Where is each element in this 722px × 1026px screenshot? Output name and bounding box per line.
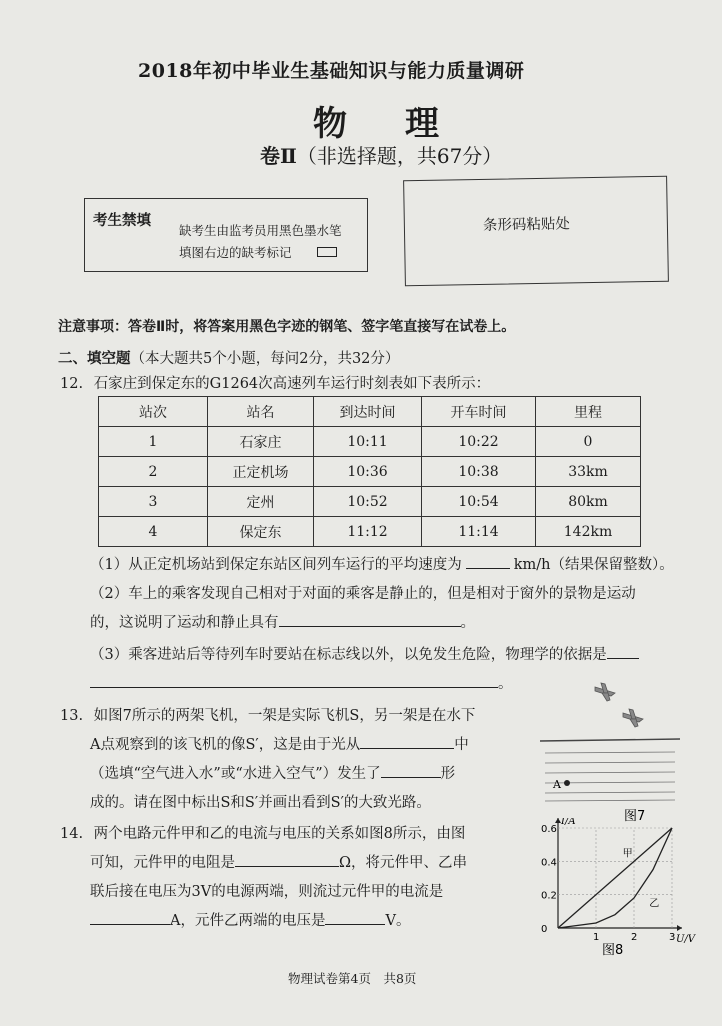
q12-stem-line xyxy=(60,370,490,398)
x-axis-label: U/V xyxy=(676,934,696,945)
section-heading xyxy=(58,347,399,368)
table-cell: 定州 xyxy=(208,487,314,517)
q12-part2-line1: （2）车上的乘客发现自己相对于对面的乘客是静止的，但是相对于窗外的景物是运动 xyxy=(90,586,636,602)
q13-answer-phenomenon[interactable] xyxy=(381,763,441,778)
airplane-image-icon xyxy=(623,709,643,727)
figure-8-chart xyxy=(540,818,700,966)
q14-answer-current[interactable] xyxy=(90,910,170,925)
table-cell: 10:36 xyxy=(314,457,422,487)
table-cell: 1 xyxy=(99,427,208,457)
q14-line4 xyxy=(90,907,410,935)
q13-text3-end: 形 xyxy=(440,766,456,782)
table-cell: 0 xyxy=(536,427,641,457)
q14-number: 14. xyxy=(60,826,84,842)
absent-box-line1: 缺考生由监考员用黑色墨水笔 xyxy=(179,223,342,238)
q13-line2 xyxy=(90,731,469,759)
table-cell: 4 xyxy=(99,517,208,547)
table-cell: 10:22 xyxy=(422,427,536,457)
q14-answer-voltage[interactable] xyxy=(325,910,385,925)
paper-label-bold: 卷Ⅱ xyxy=(260,144,297,168)
table-cell: 33km xyxy=(536,457,641,487)
q12-part3-end: 。 xyxy=(498,676,513,692)
table-cell: 10:52 xyxy=(314,487,422,517)
table-header-cell: 站次 xyxy=(99,397,208,427)
table-row xyxy=(99,517,641,547)
q12-part3-line1 xyxy=(90,641,639,669)
y-axis-label: I/A xyxy=(561,818,576,827)
q14-text1: 两个电路元件甲和乙的电流与电压的关系如图8所示，由图 xyxy=(93,826,466,842)
table-header-cell: 里程 xyxy=(536,397,641,427)
q14-text2-end: Ω，将元件甲、乙串 xyxy=(339,855,468,871)
q12-stem: 石家庄到保定东的G1264次高速列车运行时刻表如下表所示： xyxy=(93,376,491,392)
q14-text4-end: V。 xyxy=(385,913,411,929)
section-title: 二、填空题 xyxy=(58,350,131,367)
series-label-2: 乙 xyxy=(649,898,660,910)
table-cell: 2 xyxy=(99,457,208,487)
table-row xyxy=(99,457,641,487)
table-row xyxy=(99,487,641,517)
q12-part3-line2 xyxy=(90,670,513,698)
q12-part1 xyxy=(90,551,674,579)
table-cell: 保定东 xyxy=(208,517,314,547)
y-tick-label: 0 xyxy=(541,924,548,935)
barcode-box xyxy=(403,176,669,287)
observation-point-a[interactable] xyxy=(564,780,570,786)
y-tick-label: 0.2 xyxy=(541,890,557,902)
y-tick-label: 0.6 xyxy=(541,824,557,835)
table-header-cell: 到达时间 xyxy=(314,397,422,427)
paper-label-rest: （非选择题，共67分） xyxy=(296,144,503,168)
timetable xyxy=(98,396,641,547)
q12-part1-text: （1）从正定机场站到保定东站区间列车运行的平均速度为 xyxy=(90,557,462,573)
q14-text2: 可知，元件甲的电阻是 xyxy=(90,855,235,871)
x-tick-label: 1 xyxy=(593,932,600,943)
x-axis-arrow xyxy=(677,925,682,931)
q12-part2-end: 。 xyxy=(460,615,475,631)
table-cell: 3 xyxy=(99,487,208,517)
y-tick-label: 0.4 xyxy=(541,857,557,869)
q14-line2 xyxy=(90,849,467,877)
table-cell: 10:38 xyxy=(422,457,536,487)
table-header-cell: 开车时间 xyxy=(422,397,536,427)
q12-part2-line2 xyxy=(90,609,475,637)
q14-answer-resistance[interactable] xyxy=(235,852,339,867)
absent-box xyxy=(84,198,368,272)
table-cell: 正定机场 xyxy=(208,457,314,487)
q12-part3-text: （3）乘客进站后等待列车时要站在标志线以外，以免发生危险，物理学的依据是 xyxy=(90,647,607,663)
page-footer: 物理试卷第4页 共8页 xyxy=(288,971,417,986)
table-cell: 11:12 xyxy=(314,517,422,547)
series-line-1 xyxy=(558,828,672,928)
table-cell: 石家庄 xyxy=(208,427,314,457)
table-cell: 80km xyxy=(536,487,641,517)
q12-answer-basis-b[interactable] xyxy=(90,673,498,688)
exam-title: 2018年初中毕业生基础知识与能力质量调研 xyxy=(138,60,525,82)
airplane-icon xyxy=(595,683,615,701)
q13-text1: 如图7所示的两架飞机，一架是实际飞机S，另一架是在水下 xyxy=(93,708,476,724)
chart-series xyxy=(558,828,672,928)
paper-label xyxy=(260,140,502,169)
water-ripples xyxy=(545,752,675,801)
table-cell: 142km xyxy=(536,517,641,547)
q12-answer-speed[interactable] xyxy=(466,554,510,569)
q13-number: 13. xyxy=(60,708,84,724)
figure-7-caption: 图7 xyxy=(624,809,646,824)
q13-line3 xyxy=(90,760,455,788)
water-surface-line xyxy=(540,739,680,741)
x-tick-label: 3 xyxy=(669,932,676,943)
q12-part1-unit: km/h（结果保留整数）。 xyxy=(513,557,674,573)
figure-7[interactable] xyxy=(535,675,685,825)
absent-mark-box[interactable] xyxy=(317,247,337,257)
q13-text3: （选填“空气进入水”或“水进入空气”）发生了 xyxy=(90,766,381,782)
q13-line1 xyxy=(60,702,475,730)
q13-line4: 成的。请在图中标出S和S′并画出看到S′的大致光路。 xyxy=(90,795,431,811)
q14-line3: 联后接在电压为3V的电源两端，则流过元件甲的电流是 xyxy=(90,884,444,900)
q12-answer-relativity[interactable] xyxy=(279,612,461,627)
q12-part2-text: 的，这说明了运动和静止具有 xyxy=(90,615,279,631)
barcode-box-label: 条形码粘贴处 xyxy=(482,216,571,234)
q12-number: 12. xyxy=(60,376,84,392)
section-desc: （本大题共5个小题，每问2分，共32分） xyxy=(130,351,400,367)
q13-text2: A点观察到的该飞机的像S′，这是由于光从 xyxy=(90,737,361,753)
absent-box-label: 考生禁填 xyxy=(93,212,151,229)
timetable-header-row xyxy=(99,397,641,427)
table-cell: 10:11 xyxy=(314,427,422,457)
figure-8-caption: 图8 xyxy=(602,943,624,958)
point-a-label: A xyxy=(553,778,561,791)
q14-line1 xyxy=(60,820,465,848)
table-header-cell: 站名 xyxy=(208,397,314,427)
q13-answer-medium[interactable] xyxy=(360,734,454,749)
table-cell: 10:54 xyxy=(422,487,536,517)
notice-text: 注意事项：答卷Ⅱ时，将答案用黑色字迹的钢笔、签字笔直接写在试卷上。 xyxy=(58,319,516,335)
absent-box-line2: 填图右边的缺考标记 xyxy=(179,245,292,260)
q13-text2-end: 中 xyxy=(454,737,469,753)
series-label-1: 甲 xyxy=(622,848,633,860)
subject-title: 物理 xyxy=(313,104,497,144)
q12-answer-basis-a[interactable] xyxy=(607,644,639,659)
table-row xyxy=(99,427,641,457)
q14-text4: A，元件乙两端的电压是 xyxy=(170,913,326,929)
table-cell: 11:14 xyxy=(422,517,536,547)
x-tick-label: 2 xyxy=(631,932,638,943)
